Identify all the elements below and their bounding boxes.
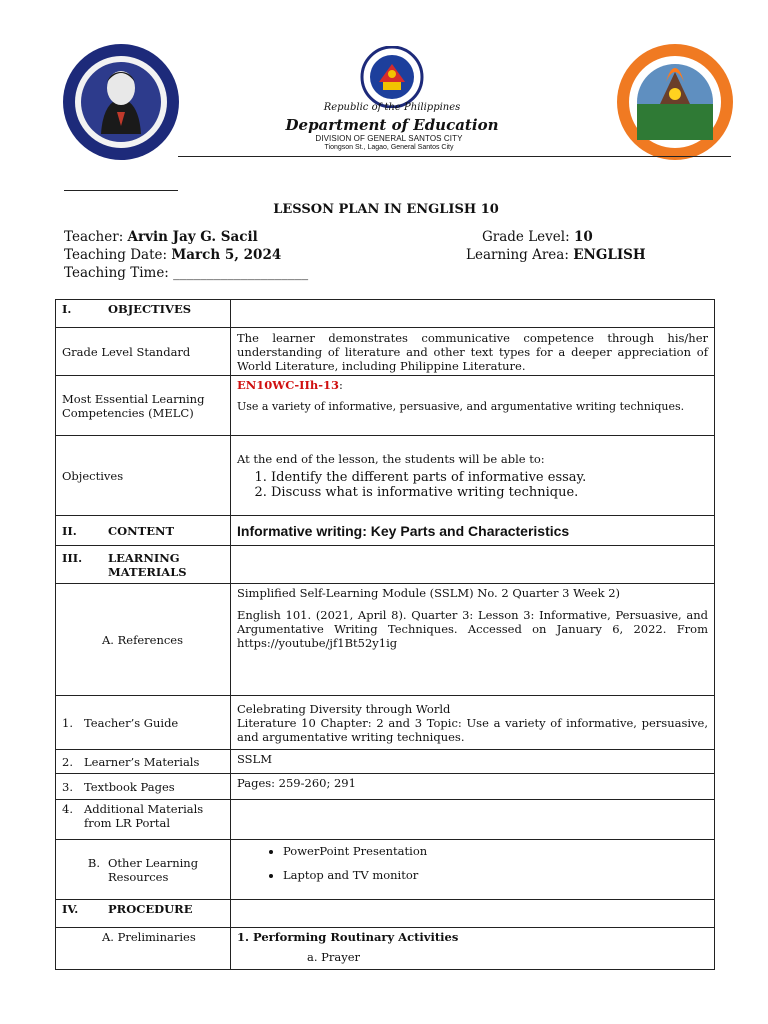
lesson-plan-table <box>55 299 715 970</box>
objectives-label: Objectives <box>56 436 231 516</box>
resources-list <box>237 844 708 882</box>
teacher-line: Teacher: Arvin Jay G. Sacil <box>64 229 258 245</box>
references-label: A. References <box>102 632 183 647</box>
table-row: 2. Learner’s Materials SSLM <box>56 750 715 774</box>
table-row: Most Essential Learning Competencies (MELC) EN10WC-IIh-13: Use a variety of informative, persuasive, and argumentative writing techniques. <box>56 376 715 436</box>
deped-seal-logo <box>359 46 425 108</box>
preliminaries-label: A. Preliminaries <box>102 930 196 944</box>
additional-materials-label: Additional Materials from LR Portal <box>84 802 204 830</box>
department-name: Department of Education <box>285 116 499 134</box>
table-row: III. LEARNING MATERIALS <box>56 546 715 584</box>
teachers-guide-label: Teacher’s Guide <box>84 715 179 730</box>
table-row: B. Other Learning Resources • PowerPoint Presentation • Laptop and TV monitor <box>56 840 715 900</box>
table-row <box>56 584 715 696</box>
learning-area-line: Learning Area: ENGLISH <box>466 247 646 263</box>
content-topic: Informative writing: Key Parts and Characteristics <box>231 516 715 546</box>
teachers-guide-text: Literature 10 Chapter: 2 and 3 Topic: Use a variety of informative, persuasive, and argumentative writing techniques. <box>237 715 708 744</box>
division-name: DIVISION OF GENERAL SANTOS CITY <box>315 134 463 143</box>
teacher-name: Arvin Jay G. Sacil <box>127 229 258 245</box>
other-resources-label: Other Learning Resources <box>108 855 199 884</box>
list-item: 2. Discuss what is informative writing technique. <box>271 485 708 500</box>
melc-code: EN10WC-IIh-13 <box>237 378 340 392</box>
learners-materials-text: SSLM <box>231 750 715 774</box>
table-row: 4. Additional Materials from LR Portal <box>56 800 715 840</box>
section-objectives: OBJECTIVES <box>108 302 192 316</box>
teaching-date-line: Teaching Date: March 5, 2024 <box>64 247 282 263</box>
list-item: • PowerPoint Presentation <box>283 844 708 858</box>
learning-area: ENGLISH <box>573 247 646 263</box>
melc-text: Use a variety of informative, persuasive, and argumentative writing techniques. <box>237 400 685 413</box>
table-row: 1. Teacher’s Guide Celebrating Diversity through World Literature 10 Chapter: 2 and 3 Topic: Use a variety of informative, persuasive, and argumentative writing techniques. <box>56 696 715 750</box>
reference-item: Simplified Self-Learning Module (SSLM) No. 2 Quarter 3 Week 2) <box>237 586 620 600</box>
melc-label: Most Essential Learning Competencies (MELC) <box>56 376 231 436</box>
objectives-intro: At the end of the lesson, the students will be able to: <box>237 451 545 466</box>
table-row: 3. Textbook Pages Pages: 259-260; 291 <box>56 774 715 800</box>
table-row: IV. PROCEDURE <box>56 900 715 928</box>
table-row <box>56 928 715 970</box>
signature-rule <box>64 190 178 191</box>
prayer-item: a. Prayer <box>307 950 361 964</box>
grade-level-line: Grade Level: 10 <box>482 229 593 245</box>
table-row <box>56 436 715 516</box>
document-title: LESSON PLAN IN ENGLISH 10 <box>273 202 499 217</box>
table-row <box>56 328 715 376</box>
list-item: 1. Identify the different parts of informative essay. <box>271 470 708 485</box>
reference-item: English 101. (2021, April 8). Quarter 3: Lesson 3: Informative, Persuasive, and Argumentative Writing Techniques. Accessed on January 6, 2022. From https://youtube/jf1Bt52y1ig <box>237 608 708 650</box>
learners-materials-label: Learner’s Materials <box>84 754 200 769</box>
textbook-pages-text: Pages: 259-260; 291 <box>231 774 715 800</box>
division-address: Tiongson St., Lagao, General Santos City <box>324 144 454 151</box>
grade-level-standard-label: Grade Level Standard <box>56 328 231 376</box>
grade-level: 10 <box>573 229 593 245</box>
header-rule <box>178 156 731 157</box>
list-item: • Laptop and TV monitor <box>283 868 708 882</box>
republic-line: Republic of the Philippines <box>323 102 461 113</box>
textbook-pages-label: Textbook Pages <box>84 779 175 794</box>
section-procedure: PROCEDURE <box>108 902 193 916</box>
section-learning-materials: LEARNING MATERIALS <box>108 550 187 579</box>
table-row: I. OBJECTIVES <box>56 300 715 328</box>
routinary-activities: 1. Performing Routinary Activities <box>237 930 459 944</box>
grade-level-standard-text: The learner demonstrates communicative competence through his/her understanding of literature and other text types for a deeper appreciation of World Literature, including Philippine Literature. <box>231 328 715 376</box>
section-content: CONTENT <box>108 523 175 538</box>
teaching-date: March 5, 2024 <box>171 247 282 263</box>
table-row: II. CONTENT Informative writing: Key Parts and Characteristics <box>56 516 715 546</box>
teaching-time-line: Teaching Time: ____________________ <box>64 265 309 281</box>
objectives-list <box>237 470 708 500</box>
